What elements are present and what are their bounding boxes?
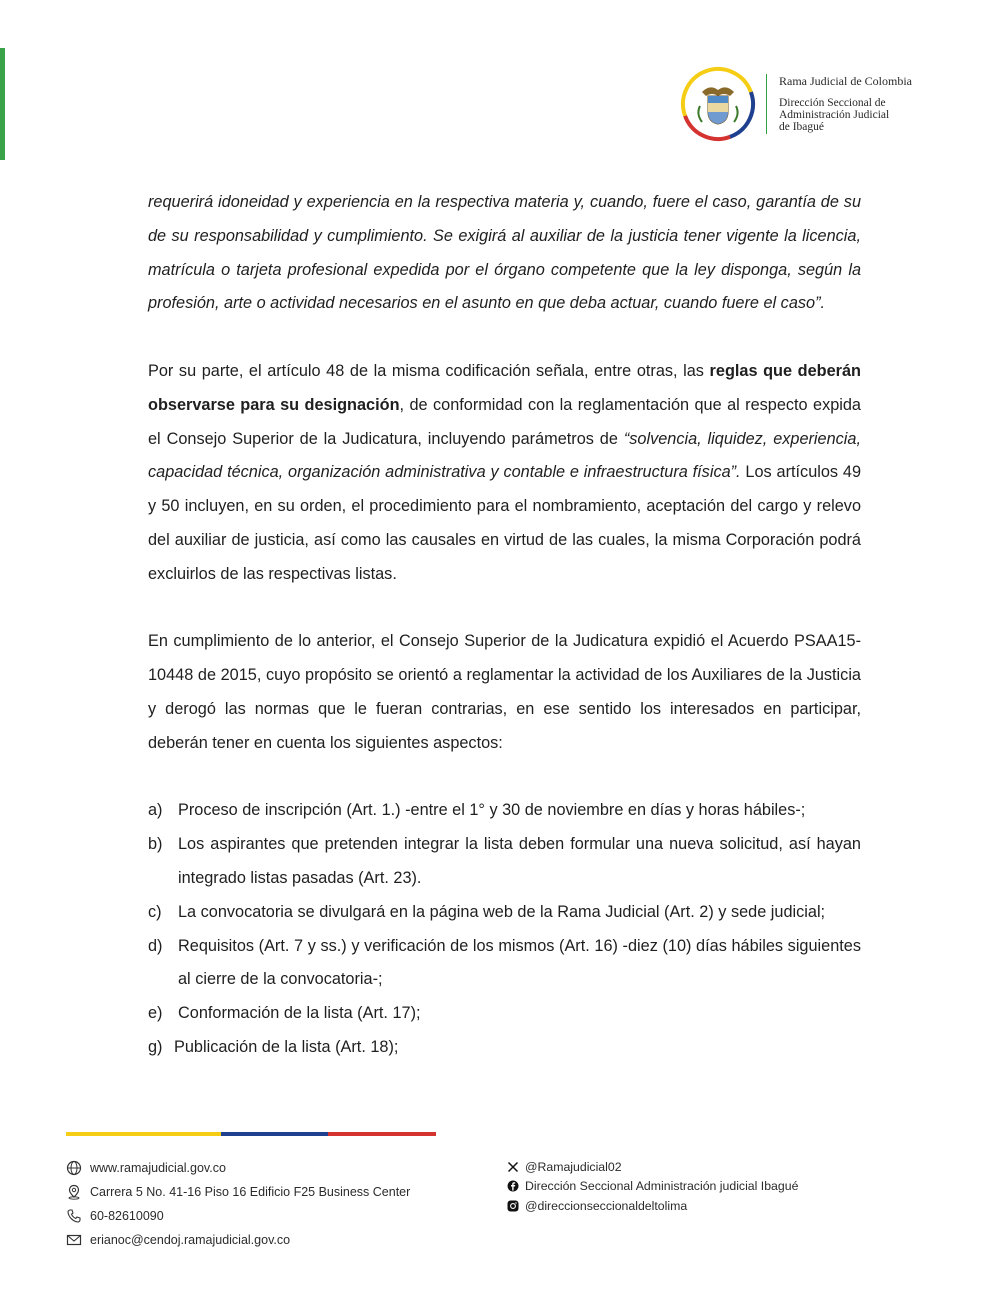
header-divider [766, 74, 767, 134]
header-text [779, 74, 912, 133]
list-item: d) Requisitos (Art. 7 y ss.) y verificación de los mismos (Art. 16) -diez (10) días hábiles siguientes al cierre de la convocatoria-; [148, 936, 861, 989]
list-item: a) Proceso de inscripción (Art. 1.) -entre el 1° y 30 de noviembre en días y horas hábiles-; [148, 801, 806, 820]
facebook-link[interactable]: Dirección Seccional Administración judicial Ibagué [525, 1179, 799, 1194]
division-line-3: de Ibagué [779, 121, 825, 133]
list-item: g) Publicación de la lista (Art. 18); [148, 1037, 399, 1056]
x-handle-link[interactable]: @Ramajudicial02 [525, 1159, 622, 1174]
tricolor-divider [66, 1132, 436, 1136]
p2-text-b: , de conformidad con la reglamentación que al respecto expida el Consejo Superior de la Judicatura, incluyendo parámetros de [148, 395, 861, 448]
list-item: c) La convocatoria se divulgará en la página web de la Rama Judicial (Art. 2) y sede judicial; [148, 902, 826, 921]
institution-name: Rama Judicial de Colombia [779, 74, 912, 88]
list-item: b) Los aspirantes que pretenden integrar la lista deben formular una nueva solicitud, así hayan integrado listas pasadas (Art. 23). [148, 835, 861, 887]
aspects-list [148, 794, 861, 1064]
address-text: Carrera 5 No. 41-16 Piso 16 Edificio F25 Business Center [90, 1185, 411, 1199]
paragraph-acuerdo: En cumplimiento de lo anterior, el Consejo Superior de la Judicatura expidió el Acuerdo PSAA15-10448 de 2015, cuyo propósito se orientó a reglamentar la actividad de los Auxiliares de la Justicia y derogó las normas que le fueran contrarias, en ese sentido los interesados en participar, deberán tener en cuenta los siguientes aspectos: [148, 632, 861, 752]
facebook-icon [507, 1180, 519, 1192]
footer-contact [66, 1156, 410, 1252]
division-line-1: Dirección Seccional de [779, 97, 886, 109]
phone-number[interactable]: 60-82610090 [90, 1209, 164, 1223]
instagram-link[interactable]: @direccionseccionaldeltolima [525, 1198, 688, 1213]
email-link[interactable]: erianoc@cendoj.ramajudicial.gov.co [90, 1233, 291, 1247]
p2-bold-text: reglas que deberán observarse para su designación [148, 361, 861, 414]
website-link[interactable]: www.ramajudicial.gov.co [90, 1161, 226, 1175]
paragraph-quote: requerirá idoneidad y experiencia en la respectiva materia y, cuando, fuere el caso, garantía de su de su responsabilidad y cumplimiento. Se exigirá al auxiliar de la justicia tener vigente la licencia, matrícula o tarjeta profesional expedida por el órgano competente que la ley disponga, según la profesión, arte o actividad necesarios en el asunto en que deba actuar, cuando fuere el caso”. [148, 193, 861, 313]
document-body [148, 186, 861, 1065]
p2-italic-quote: “solvencia, liquidez, experiencia, capacidad técnica, organización administrativa y contable e infraestructura física”. [148, 429, 861, 482]
green-edge-bar [0, 48, 5, 160]
p2-text-a: Por su parte, el artículo 48 de la misma codificación señala, entre otras, las [148, 361, 710, 380]
list-item: e) Conformación de la lista (Art. 17); [148, 1004, 421, 1023]
globe-icon [66, 1160, 82, 1176]
division-line-2: Administración Judicial [779, 109, 890, 121]
phone-icon [66, 1208, 82, 1224]
p2-text-c: Los artículos 49 y 50 incluyen, en su orden, el procedimiento para el nombramiento, aceptación del cargo y relevo del auxiliar de justicia, así como las causales en virtud de las cuales, la misma Corporación podrá excluirlos de las respectivas listas. [148, 463, 862, 583]
footer-social [507, 1157, 798, 1216]
mail-icon [66, 1232, 82, 1248]
instagram-icon [507, 1200, 519, 1212]
paragraph-article-48 [148, 355, 861, 592]
location-pin-icon [66, 1184, 82, 1200]
coat-of-arms-seal-icon [680, 66, 756, 142]
x-logo-icon [507, 1161, 519, 1173]
letterhead [680, 66, 980, 142]
